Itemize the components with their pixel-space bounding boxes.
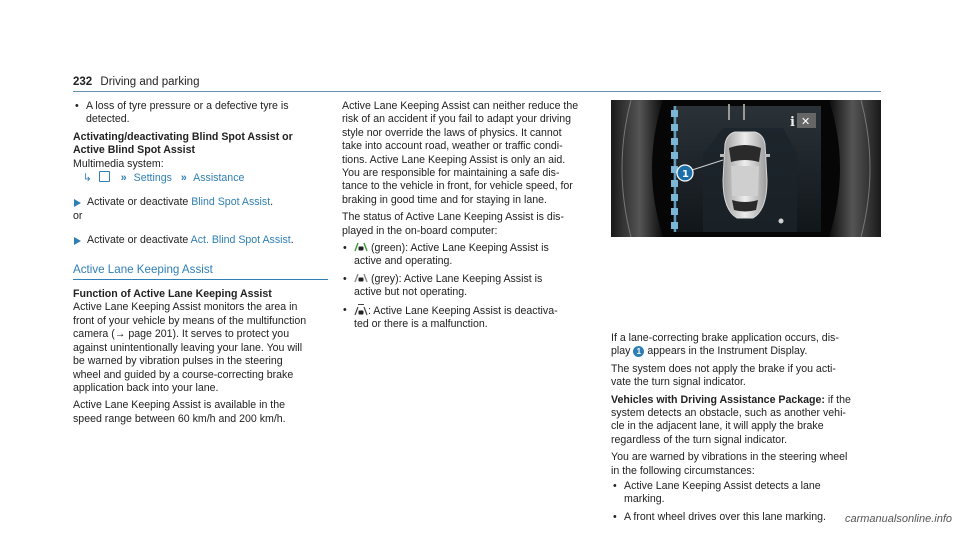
path-arrow-icon: ↳	[83, 172, 92, 185]
column-right	[611, 332, 881, 524]
bullet-tyre: • A loss of tyre pressure or a defective tyre is detected.	[73, 100, 328, 127]
svg-text:✕: ✕	[801, 115, 811, 128]
instrument-display-illustration	[611, 100, 881, 237]
lane-marker-dashes	[671, 110, 678, 229]
status-grey: • (grey): Active Lane Keeping Assist is active but not operating.	[342, 273, 600, 300]
svg-text:i: i	[790, 115, 795, 130]
path-assistance: Assistance	[193, 172, 245, 185]
status-text: The status of Active Lane Keeping Assist is dis- played in the on-board computer:	[342, 211, 564, 237]
lane-assist-off-icon	[354, 304, 368, 316]
svg-text:1: 1	[682, 169, 689, 180]
availability-text: Active Lane Keeping Assist is available in the speed range between 60 km/h and 200 km/h.	[73, 399, 286, 425]
path-settings: Settings	[133, 172, 172, 185]
or-label: or	[73, 209, 83, 222]
chevron-right-icon: »	[120, 172, 127, 185]
heading-activate-blind-spot: Activating/deactivating Blind Spot Assist or Active Blind Spot Assist	[73, 130, 293, 157]
circumstance-wheel-over: • A front wheel drives over this lane marking.	[611, 511, 881, 524]
header-rule	[73, 91, 881, 92]
function-heading: Function of Active Lane Keeping Assist	[73, 288, 272, 301]
turn-signal-text: The system does not apply the brake if you acti- vate the turn signal indicator.	[611, 362, 836, 389]
limits-text: Active Lane Keeping Assist can neither reduce the risk of an accident if you fail to adapt your driving style nor override the laws of physics. It cannot take into account road, weather or traffic condi- tions. Active Lane Keeping Assist is only an aid. You are responsible for maintaining a safe dis- tance to the vehicle in front, for vehicle speed, for braking in good time and for staying in lane.	[342, 100, 579, 206]
step-active-blind-spot: Activate or deactivate Act. Blind Spot Assist.	[73, 234, 328, 247]
section-heading: Active Lane Keeping Assist	[73, 262, 213, 276]
section-rule	[73, 279, 328, 280]
callout-badge-inline: 1	[633, 346, 644, 357]
column-middle	[342, 100, 600, 332]
warning-text: You are warned by vibrations in the steering wheel in the following circumstances:	[611, 451, 848, 477]
column-left	[73, 100, 328, 426]
car-top-view	[720, 132, 770, 218]
page-header	[73, 76, 199, 88]
step-blind-spot: Activate or deactivate Blind Spot Assist.	[73, 196, 328, 209]
chevron-right-icon: »	[180, 172, 187, 185]
close-icon	[797, 113, 816, 128]
menu-path	[73, 171, 328, 185]
function-text: Active Lane Keeping Assist monitors the area in front of your vehicle by means of the multifunction camera (→ page 201). It serves to protect you against unintentionally leaving your lane. You will be warned by vibration pulses in the steering wheel and guided by a course-correcting brake application back into your lane.	[73, 301, 307, 394]
brake-application-text: If a lane-correcting brake application occurs, dis- play 1 appears in the Instrument Display.	[611, 332, 839, 358]
lane-assist-green-icon	[354, 242, 368, 252]
lane-assist-grey-icon	[354, 273, 368, 283]
instrument-display-graphic	[611, 100, 881, 237]
package-text: Vehicles with Driving Assistance Package: if the system detects an obstacle, such as another vehi- cle in the adjacent lane, it will apply the brake regardless of the turn signal indicator.	[611, 393, 851, 446]
info-icon	[790, 115, 795, 130]
multimedia-label: Multimedia system:	[73, 157, 164, 170]
section-title: Driving and parking	[100, 76, 200, 88]
status-green: • (green): Active Lane Keeping Assist is active and operating.	[342, 242, 600, 269]
circumstance-lane-marking: • Active Lane Keeping Assist detects a lane marking.	[611, 480, 881, 507]
status-off: • : Active Lane Keeping Assist is deactiva- ted or there is a malfunction.	[342, 304, 600, 332]
home-icon	[99, 171, 110, 182]
watermark: carmanualsonline.info	[844, 513, 952, 525]
page-number: 232	[73, 76, 93, 88]
